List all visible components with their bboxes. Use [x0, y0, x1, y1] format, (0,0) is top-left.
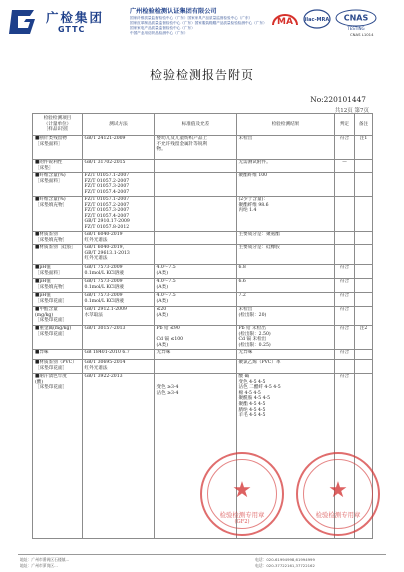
cell-method: GB/T 7573-2009 0.1mol/L KCl溶液 [83, 265, 155, 279]
cnas-testing-label: TESTING [347, 26, 365, 31]
seal-star-icon: ★ [328, 477, 348, 503]
cell-method: GB 18401-2010 6.7 [83, 350, 155, 360]
cell-result: 聚氯乙烯（PVC）革 [237, 360, 335, 374]
col-header-judge: 判定 [335, 114, 355, 136]
table-row [33, 136, 373, 160]
cell-item: ■附件锐利性 ［床垫］ [33, 160, 83, 173]
report-number-value: 220101447 [323, 95, 366, 104]
col-header-note: 备注 [355, 114, 373, 136]
group-sub-line: 国家皮革制品质量监督检验中心（广东）国家服装鞋帽产品质量检验检测中心（广东） [130, 21, 267, 25]
col-header-standard: 标准值及允差 [155, 114, 237, 136]
cell-standard: 4.0～7.5 (A类) [155, 265, 237, 279]
table-row [33, 350, 373, 360]
cell-note: 注2 [355, 326, 373, 350]
report-header [0, 0, 404, 48]
cell-judge: 符合 [335, 265, 355, 279]
cell-judge: 符合 [335, 374, 355, 539]
cell-standard [155, 197, 237, 232]
cell-standard: 变色 ≥3-4 沾色 ≥3-4 [155, 374, 237, 539]
cell-standard [155, 173, 237, 197]
cell-item: ■纤维含量(%) ［床垫面料］ [33, 173, 83, 197]
col-header-result: 检验检测结果 [237, 114, 335, 136]
seal-text: 检验检测专用章 [219, 511, 265, 519]
table-row [33, 293, 373, 307]
cell-item: ■pH值 ［床垫填充物］ [33, 279, 83, 293]
cell-result: 未检出 [237, 136, 335, 160]
cell-note [355, 160, 373, 173]
group-sub-line: 国家家电产品质量监督检验中心（广东） [130, 26, 195, 30]
footer-address-2: 地址：广州市萝岗区... [20, 563, 58, 568]
cell-result: 聚酯纤维 100 [237, 173, 335, 197]
cell-result: 主要成分是：硅橡胶 [237, 245, 335, 265]
cell-judge: 符合 [335, 279, 355, 293]
gttc-logo-icon [8, 7, 38, 37]
cell-method: GB/T 30695-2014 红外光谱法 [83, 360, 155, 374]
cell-note [355, 279, 373, 293]
cell-item: ■材质鉴别 ［床垫填充物］ [33, 232, 83, 245]
table-header-row [33, 114, 373, 136]
cell-note [355, 293, 373, 307]
cell-note [355, 232, 373, 245]
cell-item: ■pH值 ［床垫面料］ [33, 265, 83, 279]
cell-result: 无异味 [237, 350, 335, 360]
cell-standard: Pb 铅 ≤90 Cd 镉 ≤100 (A类) [155, 326, 237, 350]
cell-note [355, 360, 373, 374]
table-row [33, 160, 373, 173]
cell-item: ■纤维含量(%) ［床垫填充物］ [33, 197, 83, 232]
cnas-label: CNAS [343, 13, 369, 23]
group-sub-line: 国家纤维质量监督检验中心（广东）国家家具产品质量监督检验中心（广东） [130, 16, 253, 20]
brand-name-en: GTTC [58, 25, 86, 34]
cell-item: ■重金属(mg/kg) ［床垫印花面］ [33, 326, 83, 350]
cell-note [355, 307, 373, 326]
table-row [33, 245, 373, 265]
cell-item: ■材质鉴别［硅胶］ [33, 245, 83, 265]
cma-mark-icon [270, 8, 300, 30]
cnas-mark-icon [334, 8, 382, 34]
cell-method: FZ/T 01057.1-2007 FZ/T 01057.2-2007 FZ/T 01057.3-2007 FZ/T 01057.4-2007 GB/T 2910.17-2009 FZ/T 01057.8-2012 [83, 197, 155, 232]
cell-method: GB/T 24121-2009 [83, 136, 155, 160]
cell-standard [155, 160, 237, 173]
cell-item: ■异味 [33, 350, 83, 360]
cma-label: MA [277, 17, 293, 27]
cell-item: ■断针类残留物 ［床垫面料］ [33, 136, 83, 160]
cell-standard [155, 360, 237, 374]
cell-judge: 符合 [335, 326, 355, 350]
group-name: 广州检验检测认证集团有限公司 [130, 8, 217, 15]
cell-result: 6.6 [237, 279, 335, 293]
table-row [33, 173, 373, 197]
cell-method: GB/T 6040-2019 红外光谱法 [83, 232, 155, 245]
table-row [33, 307, 373, 326]
cell-item: ■材质鉴别（PVC） ［床垫印花面］ [33, 360, 83, 374]
table-row [33, 265, 373, 279]
cell-note [355, 350, 373, 360]
cell-standard: 无异味 [155, 350, 237, 360]
cell-result: 6.8 [237, 265, 335, 279]
footer-tel-2: 电话：020-37722161,37722162 [255, 563, 315, 568]
cell-standard [155, 245, 237, 265]
cell-judge [335, 360, 355, 374]
cell-judge [335, 197, 355, 232]
cell-judge [335, 245, 355, 265]
table-row [33, 360, 373, 374]
col-header-method: 测试方法 [83, 114, 155, 136]
cell-item: ■甲醛含量 (mg/kg) ［床垫印花面］ [33, 307, 83, 326]
cell-result: 未检出 (检出限：20) [237, 307, 335, 326]
page-title: 检验检测报告附页 [149, 68, 254, 82]
inspection-seal-right [296, 452, 380, 536]
cell-method: GB/T 31702-2015 [83, 160, 155, 173]
brand-name-cn: 广检集团 [46, 10, 105, 25]
footer-divider [18, 554, 386, 555]
seal-subtext: (GF2) [234, 519, 250, 525]
cell-standard: 4.0～7.5 (A类) [155, 279, 237, 293]
cell-result: 无需测试附件。 [237, 160, 335, 173]
cell-method: GB/T 2912.1-2009 水萃取法 [83, 307, 155, 326]
cell-standard [155, 232, 237, 245]
cell-result: 7.2 [237, 293, 335, 307]
cell-judge: 符合 [335, 136, 355, 160]
cell-method: GB/T 7573-2009 0.1mol/L KCl溶液 [83, 293, 155, 307]
ilac-label: ilac-MRA [304, 17, 330, 23]
inspection-seal-left [200, 452, 284, 536]
cell-result: 酸 碱 变色 4-5 4-5 沾色 二醋纤 4-5 4-5 棉 4-5 4-5 聚酰胺 4-5 4-5 聚酯 4-5 4-5 腈纶 4-5 4-5 羊毛 4-5 4-5 [237, 374, 335, 539]
table-row [33, 326, 373, 350]
cell-note: 注1 [355, 136, 373, 160]
cell-judge [335, 232, 355, 245]
footer-address: 地址：广州市番禺区石楼镇... [20, 557, 70, 562]
footer-tel: 电话：020-61994998,61994999 [255, 557, 315, 562]
cell-result: (2少于含量)： 聚酯纤维 98.6 丙纶 1.4 [237, 197, 335, 232]
seal-star-icon: ★ [232, 477, 252, 503]
ilac-mark-icon [303, 8, 331, 30]
cell-result: 主要成分是：聚氨酯 [237, 232, 335, 245]
cell-method: GB/T 6040-2019， GB/T 29613.1-2013 红外光谱法 [83, 245, 155, 265]
cnas-code: CNAS L1014 [350, 32, 374, 37]
cell-method: FZ/T 01057.1-2007 FZ/T 01057.2-2007 FZ/T 01057.3-2007 FZ/T 01057.4-2007 [83, 173, 155, 197]
report-number [310, 95, 366, 104]
cell-result: Pb 铅 未检出 (检出限：2.50) Cd 镉 未检出 (检出限：0.25) [237, 326, 335, 350]
cell-note [355, 265, 373, 279]
seal-text: 检验检测专用章 [315, 511, 361, 519]
cell-judge: 符合 [335, 293, 355, 307]
cell-method: GB/T 3922-2013 [83, 374, 155, 539]
cell-method: GB/T 30157-2013 [83, 326, 155, 350]
cell-standard: 4.0～7.5 (A类) [155, 293, 237, 307]
page-indicator: 共12页 第7页 [334, 108, 369, 114]
cell-note [355, 245, 373, 265]
cell-judge [335, 173, 355, 197]
cell-standard: 婴幼儿及儿童纺织产品上 不允许残留金属针等锐利 物。 [155, 136, 237, 160]
cell-item: ■pH值 ［床垫印花面］ [33, 293, 83, 307]
cell-item: ■耐汗渍色牢度 (酸) ［床垫印花面］ [33, 374, 83, 539]
cell-judge: 符合 [335, 350, 355, 360]
report-number-label: No: [310, 95, 324, 104]
cell-method: GB/T 7573-2009 0.1mol/L KCl溶液 [83, 279, 155, 293]
col-header-item: 检验检测项目 （计量单位） ［样品识别］ [33, 114, 83, 136]
cell-judge: 符合 [335, 307, 355, 326]
cell-note [355, 173, 373, 197]
table-row [33, 279, 373, 293]
cell-standard: ≤20 (A类) [155, 307, 237, 326]
table-row [33, 232, 373, 245]
group-sub-line: 中国产业用纺织品检测中心（广东） [130, 31, 188, 35]
cell-judge: — [335, 160, 355, 173]
table-row [33, 197, 373, 232]
cell-note [355, 197, 373, 232]
